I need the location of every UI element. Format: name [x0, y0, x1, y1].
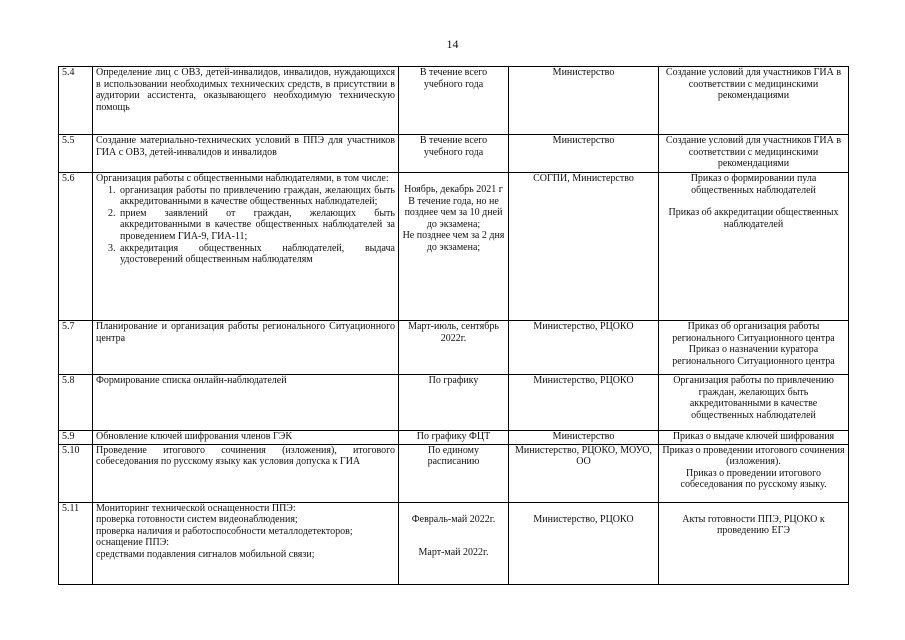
row-number: 5.10 [59, 444, 93, 502]
result-line: Приказ о проведении итогового сочинения (изложения). [662, 444, 845, 468]
term-line: Февраль-май 2022г. [411, 513, 496, 525]
row-action: Определение лиц с ОВЗ, детей-инвалидов, инвалидов, нуждающихся в использовании необходимых технических средств, в присутствии в аудитории ассистента, оказывающего необходимую техническую помощь [93, 67, 399, 135]
action-line: средствами подавления сигналов мобильной связи; [96, 548, 315, 560]
action-sublist [96, 185, 395, 266]
result-line: Приказ об аккредитации общественных наблюдателей [668, 207, 839, 230]
table-row [59, 135, 849, 173]
table-row [59, 321, 849, 375]
row-number: 5.5 [59, 135, 93, 173]
row-responsible: Министерство, РЦОКО, МОУО, ОО [509, 444, 659, 502]
row-number: 5.4 [59, 67, 93, 135]
row-result: Организация работы по привлечению граждан, желающих быть аккредитованными в качестве общественных наблюдателей [659, 375, 849, 431]
result-line: Акты готовности ППЭ, РЦОКО к проведению ЕГЭ [682, 513, 825, 537]
row-action: Создание материально-технических условий в ППЭ для участников ГИА с ОВЗ, детей-инвалидов и инвалидов [93, 135, 399, 173]
row-term [399, 502, 509, 584]
row-action [93, 173, 399, 321]
action-line: проверка наличия и работоспособности металлодетекторов; [96, 525, 353, 537]
row-action: Обновление ключей шифрования членов ГЭК [93, 431, 399, 445]
term-line: Не позднее чем за 2 дня до экзамена; [402, 230, 505, 253]
row-responsible: СОГПИ, Министерство [509, 173, 659, 321]
action-line: проверка готовности систем видеонаблюдения; [96, 514, 298, 526]
responsible-line: Министерство, РЦОКО [533, 513, 634, 525]
row-result [659, 321, 849, 375]
table-row [59, 444, 849, 502]
list-item: 1. организация работы по привлечению граждан, желающих быть аккредитованными в качестве общественных наблюдателей; [118, 185, 395, 208]
result-line: Приказ о проведении итогового собеседования по русскому языку. [680, 467, 827, 491]
row-number: 5.9 [59, 431, 93, 445]
row-responsible: Министерство, РЦОКО [509, 375, 659, 431]
page-number: 14 [446, 37, 459, 51]
row-term: По графику [399, 375, 509, 431]
row-action [93, 502, 399, 584]
row-responsible: Министерство [509, 431, 659, 445]
row-term: Март-июль, сентябрь 2022г. [399, 321, 509, 375]
row-responsible: Министерство [509, 67, 659, 135]
row-result [659, 502, 849, 584]
row-term: По графику ФЦТ [399, 431, 509, 445]
table-row [59, 173, 849, 321]
table-row [59, 375, 849, 431]
row-result [659, 173, 849, 321]
row-result: Создание условий для участников ГИА в соответствии с медицинскими рекомендациями [659, 135, 849, 173]
row-number: 5.6 [59, 173, 93, 321]
row-result [659, 444, 849, 502]
row-number: 5.11 [59, 502, 93, 584]
result-line: Приказ о назначении куратора регионального Ситуационного центра [672, 344, 835, 367]
row-responsible: Министерство, РЦОКО [509, 321, 659, 375]
action-intro: Организация работы с общественными наблюдателями, в том числе: [96, 173, 389, 184]
row-number: 5.8 [59, 375, 93, 431]
events-table [58, 66, 849, 585]
list-item: 2. прием заявлений от граждан, желающих быть аккредитованными в качестве общественных наблюдателей за проведением ГИА-9, ГИА-11; [118, 208, 395, 243]
row-number: 5.7 [59, 321, 93, 375]
action-line: Мониторинг технической оснащенности ППЭ: [96, 502, 296, 514]
table-row [59, 67, 849, 135]
table-row [59, 502, 849, 584]
row-term: В течение всего учебного года [399, 135, 509, 173]
action-line: оснащение ППЭ: [96, 537, 170, 549]
term-line: Март-май 2022г. [418, 547, 489, 559]
row-term [399, 173, 509, 321]
row-action: Формирование списка онлайн-наблюдателей [93, 375, 399, 431]
row-result: Создание условий для участников ГИА в соответствии с медицинскими рекомендациями [659, 67, 849, 135]
row-responsible [509, 502, 659, 584]
row-responsible: Министерство [509, 135, 659, 173]
row-action: Проведение итогового сочинения (изложения), итогового собеседования по русскому языку как условия допуска к ГИА [93, 444, 399, 502]
list-item: 3. аккредитация общественных наблюдателей, выдача удостоверений общественным наблюдателям [118, 243, 395, 266]
row-term: По единому расписанию [399, 444, 509, 502]
result-line: Приказ о формировании пула общественных наблюдателей [690, 173, 817, 196]
table-row [59, 431, 849, 445]
row-action: Планирование и организация работы регионального Ситуационного центра [93, 321, 399, 375]
row-result: Приказ о выдаче ключей шифрования [659, 431, 849, 445]
row-term: В течение всего учебного года [399, 67, 509, 135]
term-line: Ноябрь, декабрь 2021 г [404, 184, 503, 195]
term-line: В течение года, но не позднее чем за 10 дней до экзамена; [404, 195, 503, 230]
result-line: Приказ об организация работы регионального Ситуационного центра [672, 321, 835, 344]
